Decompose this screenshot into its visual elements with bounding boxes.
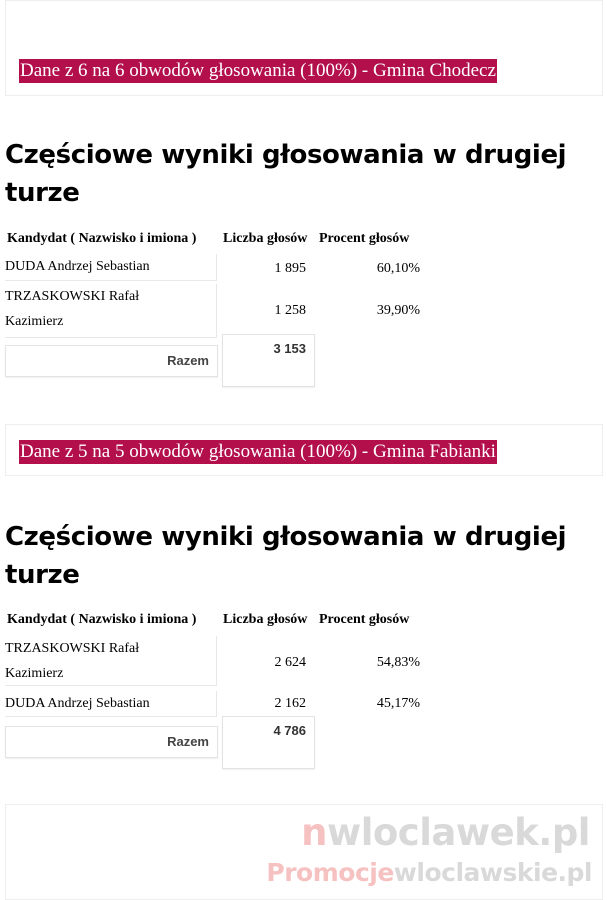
- promo-logo[interactable]: Promocjewloclawskie.pl: [266, 858, 592, 887]
- site-logo[interactable]: nwloclawek.pl: [301, 811, 590, 854]
- results-banner: Dane z 6 na 6 obwodów głosowania (100%) - Gmina Chodecz: [20, 60, 496, 81]
- candidate-name: DUDA Andrzej Sebastian: [5, 254, 217, 281]
- results-banner: Dane z 5 na 5 obwodów głosowania (100%) - Gmina Fabianki: [20, 441, 496, 462]
- column-header-candidate: Kandydat ( Nazwisko i imiona ): [7, 612, 197, 627]
- column-header-votes: Liczba głosów: [223, 612, 308, 627]
- column-header-candidate: Kandydat ( Nazwisko i imiona ): [7, 231, 197, 246]
- candidate-name: DUDA Andrzej Sebastian: [5, 691, 217, 717]
- results-banner-box: [5, 0, 603, 96]
- candidate-percent: 54,83%: [376, 655, 420, 670]
- total-votes: 4 786: [222, 716, 315, 769]
- results-banner-box: [5, 424, 603, 476]
- total-label: Razem: [5, 345, 218, 377]
- page-title: Częściowe wyniki głosowania w drugiej turze: [5, 522, 567, 590]
- site-logo-box: [5, 804, 603, 900]
- candidate-name: TRZASKOWSKI Rafał Kazimierz: [5, 284, 217, 338]
- column-header-votes: Liczba głosów: [223, 231, 308, 246]
- candidate-votes: 1 258: [274, 303, 306, 318]
- candidate-percent: 39,90%: [376, 303, 420, 318]
- candidate-name: TRZASKOWSKI Rafał Kazimierz: [5, 636, 217, 686]
- candidate-votes: 2 624: [274, 655, 306, 670]
- column-header-percent: Procent głosów: [319, 612, 410, 627]
- candidate-percent: 60,10%: [376, 261, 420, 276]
- candidate-votes: 2 162: [274, 696, 306, 711]
- column-header-percent: Procent głosów: [319, 231, 410, 246]
- candidate-votes: 1 895: [274, 261, 306, 276]
- page-title: Częściowe wyniki głosowania w drugiej turze: [5, 140, 567, 208]
- total-label: Razem: [5, 726, 218, 758]
- total-votes: 3 153: [222, 334, 315, 387]
- candidate-percent: 45,17%: [376, 696, 420, 711]
